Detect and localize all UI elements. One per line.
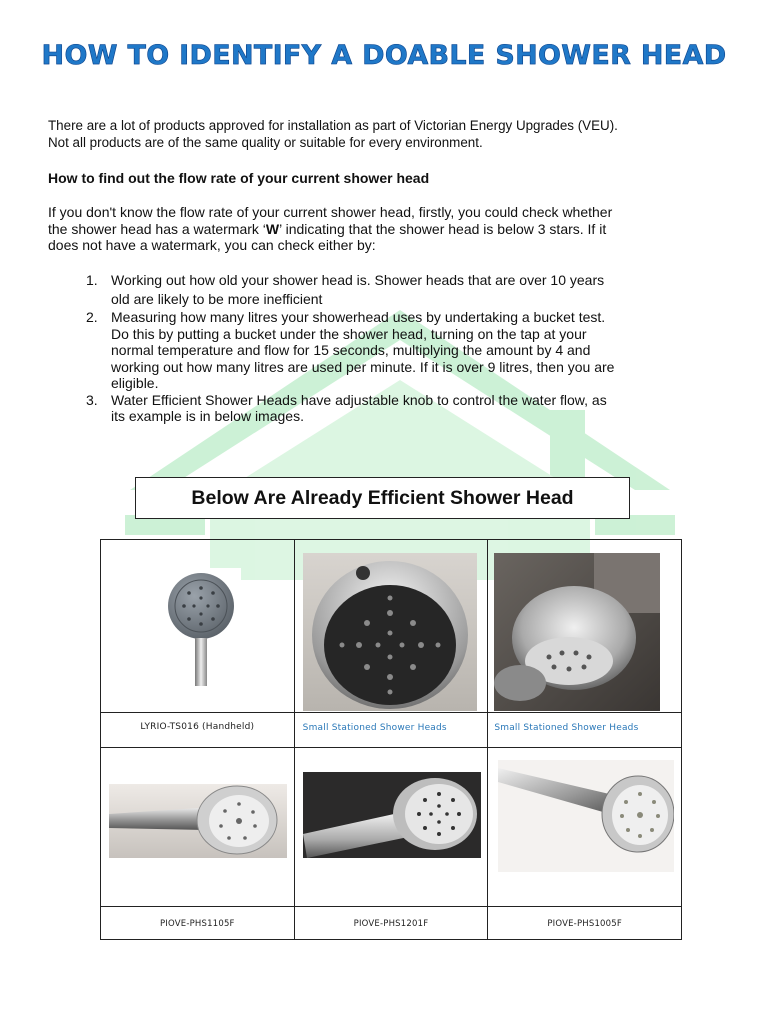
product-image-cell [101, 540, 295, 713]
intro-line: Not all products are of the same quality or suitable for every environment. [48, 135, 483, 150]
list-item [86, 272, 726, 307]
handheld-shower-head-image [303, 772, 481, 858]
product-image-cell [488, 540, 682, 713]
list-line: Measuring how many litres your showerhead uses by undertaking a bucket test. [111, 309, 606, 325]
product-name: Small Stationed Shower Heads [302, 722, 447, 733]
paragraph-line [48, 221, 738, 238]
body-paragraph [48, 204, 738, 254]
handheld-shower-head-image [109, 784, 287, 858]
intro-line: There are a lot of products approved for installation as part of Victorian Energy Upgrades (VEU). [48, 118, 618, 133]
watermark-letter: W [265, 220, 280, 237]
list-line: normal temperature and flow for 15 seconds, multiplying the amount by 4 and [111, 342, 591, 358]
list-number: 2. [86, 309, 98, 325]
paragraph-line: does not have a watermark, you can check either by: [48, 237, 376, 253]
list-line: old are likely to be more inefficient [111, 290, 323, 307]
list-line: Water Efficient Shower Heads have adjustable knob to control the water flow, as [111, 391, 607, 408]
product-caption [294, 907, 488, 940]
product-name: LYRIO-TS016 (Handheld) [140, 721, 255, 732]
list-line: Working out how old your shower head is. Shower heads that are over 10 years [111, 272, 605, 288]
product-name: PIOVE-PHS1201F [353, 918, 429, 929]
product-table [100, 539, 682, 940]
product-name: PIOVE-PHS1005F [547, 918, 622, 929]
round-shower-head-image [303, 553, 477, 711]
list-item [86, 392, 726, 425]
list-line: its example is in below images. [111, 408, 304, 424]
list-number: 1. [86, 272, 98, 288]
product-caption [101, 907, 295, 940]
product-image-cell [488, 748, 682, 907]
list-line: eligible. [111, 375, 159, 391]
list-number: 3. [86, 391, 98, 408]
product-caption [488, 713, 682, 748]
chrome-shower-head-image [494, 553, 660, 711]
product-caption [294, 713, 488, 748]
paragraph-text: ’ indicating that the shower head is below 3 stars. If it [279, 220, 607, 237]
product-name: Small Stationed Shower Heads [494, 722, 639, 733]
product-image-cell [294, 748, 488, 907]
product-image-cell [101, 748, 295, 907]
list-line: Do this by putting a bucket under the shower head, turning on the tap at your [111, 325, 587, 342]
product-caption [488, 907, 682, 940]
paragraph-text: the shower head has a watermark ‘ [48, 220, 266, 237]
handheld-shower-head-image [161, 568, 241, 686]
paragraph-line: If you don't know the flow rate of your current shower head, firstly, you could check whether [48, 204, 613, 220]
handheld-shower-head-image [498, 760, 674, 872]
section-heading: How to find out the flow rate of your current shower head [48, 170, 430, 186]
list-item [86, 309, 726, 392]
section-banner: Below Are Already Efficient Shower Head [135, 477, 630, 519]
product-name: PIOVE-PHS1105F [159, 918, 235, 929]
product-caption [101, 713, 295, 748]
intro-text [48, 117, 728, 151]
steps-list [86, 272, 726, 425]
page-title: HOW TO IDENTIFY A DOABLE SHOWER HEAD [41, 40, 727, 71]
product-image-cell [294, 540, 488, 713]
list-line: working out how many litres are used per minute. If it is over 9 litres, then you are [111, 358, 615, 375]
